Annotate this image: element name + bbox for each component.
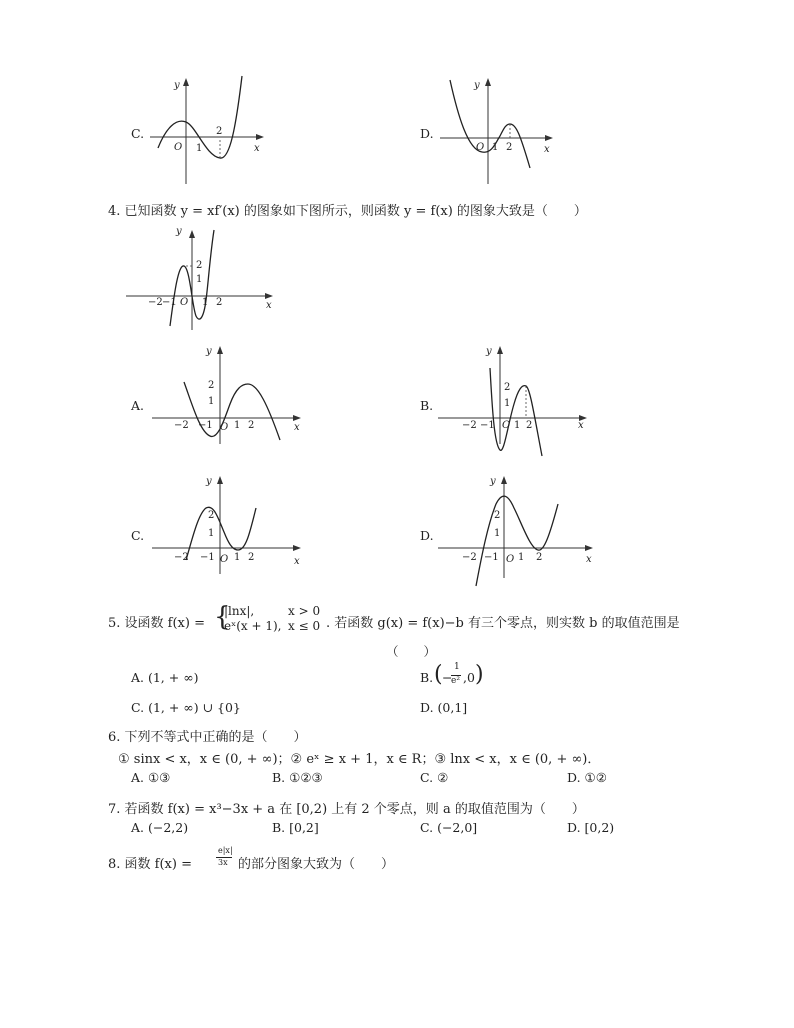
q4g-ytick-1: 1	[196, 274, 203, 285]
q4b-ytick-1: 1	[504, 398, 511, 409]
q4a-tick-m2: −2	[174, 420, 189, 431]
q7-stem: 7. 若函数 f(x) = x³−3x + a 在 [0,2) 上有 2 个零点，则 a 的取值范围为（ ）	[108, 802, 585, 817]
q4b-origin: O	[502, 420, 511, 431]
q5-option-b-lparen: (	[434, 662, 443, 687]
q8-frac-num: e|x|	[218, 846, 233, 855]
q4g-tick-1: 1	[202, 297, 209, 308]
q5-case2-cond: x ≤ 0	[288, 619, 321, 633]
q4d-ytick-2: 2	[494, 510, 501, 521]
q3d-tick-1: 1	[492, 142, 499, 153]
q3c-y-label: y	[174, 80, 180, 91]
q4b-tick-1: 1	[514, 420, 521, 431]
q8-stem-end: 的部分图象大致为（ ）	[238, 857, 395, 872]
q6-option-c[interactable]: C. ②	[420, 770, 449, 785]
q6-option-b[interactable]: B. ①②③	[272, 770, 323, 785]
q5-option-b-zero: ,0	[463, 670, 475, 685]
q7-option-c[interactable]: C. (−2,0]	[420, 820, 478, 835]
q4c-tick-2: 2	[248, 552, 255, 563]
q4-option-b-label: B.	[420, 398, 434, 413]
q4c-x-label: x	[294, 556, 300, 567]
q5-stem-end: . 若函数 g(x) = f(x)−b 有三个零点，则实数 b 的取值范围是	[326, 616, 680, 631]
q4d-tick-2: 2	[536, 552, 543, 563]
q5-option-b-den: e²	[451, 676, 460, 686]
q3d-tick-2: 2	[506, 142, 513, 153]
q5-case2-expr: eˣ(x + 1),	[224, 619, 282, 633]
q4d-y-label: y	[490, 476, 496, 487]
q4d-ytick-1: 1	[494, 528, 501, 539]
q5-option-d[interactable]: D. (0,1]	[420, 700, 468, 715]
q4-option-a-label: A.	[131, 398, 145, 413]
q4c-y-label: y	[206, 476, 212, 487]
q5-option-c[interactable]: C. (1, + ∞) ∪ {0}	[131, 700, 241, 715]
q4b-x-label: x	[578, 420, 584, 431]
q5-case1-expr: |lnx|,	[224, 604, 255, 618]
q4-graph-d	[438, 474, 598, 584]
q4-option-c-label: C.	[131, 528, 145, 543]
q4g-y-label: y	[176, 226, 182, 237]
q4b-y-label: y	[486, 346, 492, 357]
q7-option-a[interactable]: A. (−2,2)	[131, 820, 189, 835]
q7-option-d[interactable]: D. [0,2)	[567, 820, 615, 835]
q7-option-b[interactable]: B. [0,2]	[272, 820, 319, 835]
q3c-origin: O	[174, 142, 183, 153]
q4-graph-a	[152, 344, 312, 444]
q4a-x-label: x	[294, 422, 300, 433]
q3d-x-label: x	[544, 144, 550, 155]
q4d-origin: O	[506, 554, 515, 565]
q5-option-b-num: 1	[454, 662, 460, 672]
q3-graph-d	[440, 76, 560, 186]
q4a-origin: O	[220, 422, 229, 433]
q3c-x-label: x	[254, 143, 260, 154]
q3-option-c-label: C.	[131, 126, 145, 141]
q3c-tick-2: 2	[216, 126, 223, 137]
q4a-tick-2: 2	[248, 420, 255, 431]
q6-stem: 6. 下列不等式中正确的是（ ）	[108, 730, 307, 745]
q5-option-b-rparen: )	[475, 662, 484, 687]
q4d-x-label: x	[586, 554, 592, 565]
q4a-ytick-2: 2	[208, 380, 215, 391]
q4c-tick-m1: −1	[200, 552, 215, 563]
q4d-tick-m2: −2	[462, 552, 477, 563]
q4c-ytick-2: 2	[208, 510, 215, 521]
q5-stem-start: 5. 设函数 f(x) =	[108, 616, 205, 631]
q4a-ytick-1: 1	[208, 396, 215, 407]
q4a-tick-m1: −1	[198, 420, 213, 431]
q4-stem: 4. 已知函数 y = xf′(x) 的图象如下图所示，则函数 y = f(x) 的图象大致是（ ）	[108, 204, 587, 219]
q3d-y-label: y	[474, 80, 480, 91]
q4g-tick-m1: −1	[162, 297, 177, 308]
q4a-y-label: y	[206, 346, 212, 357]
q3-graph-c	[150, 76, 270, 186]
q5-option-a[interactable]: A. (1, + ∞)	[131, 670, 199, 685]
q4-option-d-label: D.	[420, 528, 434, 543]
q4b-tick-m1: −1	[480, 420, 495, 431]
q4d-tick-m1: −1	[484, 552, 499, 563]
q3d-origin: O	[476, 142, 485, 153]
q4g-x-label: x	[266, 300, 272, 311]
q4b-tick-2: 2	[526, 420, 533, 431]
q5-option-b-prefix: B.	[420, 670, 434, 685]
q4b-tick-m2: −2	[462, 420, 477, 431]
q8-stem-start: 8. 函数 f(x) =	[108, 857, 192, 872]
q6-statements: ① sinx < x，x ∈ (0, + ∞)；② eˣ ≥ x + 1，x ∈ R；③ lnx < x，x ∈ (0, + ∞)．	[118, 752, 601, 767]
q4d-tick-1: 1	[518, 552, 525, 563]
q4c-origin: O	[220, 554, 229, 565]
q4b-ytick-2: 2	[504, 382, 511, 393]
q4g-tick-2: 2	[216, 297, 223, 308]
q6-option-a[interactable]: A. ①③	[131, 770, 171, 785]
q4-graph-c	[152, 474, 312, 574]
q4c-ytick-1: 1	[208, 528, 215, 539]
q6-option-d[interactable]: D. ①②	[567, 770, 607, 785]
q5-paren: （ ）	[386, 644, 437, 659]
q5-case1-cond: x > 0	[288, 604, 321, 618]
q3c-tick-1: 1	[196, 143, 203, 154]
q4c-tick-1: 1	[234, 552, 241, 563]
q4g-ytick-2: 2	[196, 260, 203, 271]
q4-given-graph	[126, 226, 276, 331]
q4a-tick-1: 1	[234, 420, 241, 431]
q3-option-d-label: D.	[420, 126, 434, 141]
q4g-origin: O	[180, 297, 189, 308]
q5-option-b-minus: −	[442, 670, 453, 685]
q4c-tick-m2: −2	[174, 552, 189, 563]
q5-brace: {	[214, 602, 231, 632]
q4-graph-b	[438, 344, 598, 464]
q8-frac-den: 3x	[218, 858, 228, 867]
q4g-tick-m2: −2	[148, 297, 163, 308]
